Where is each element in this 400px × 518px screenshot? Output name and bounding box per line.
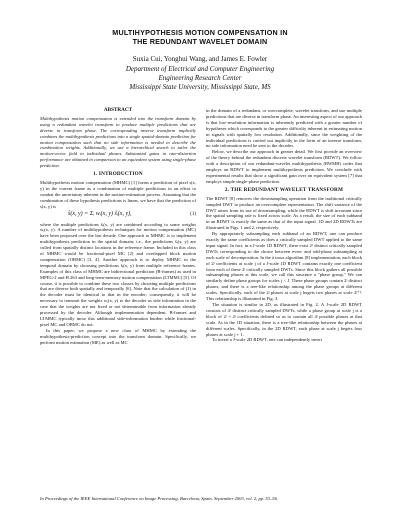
equation-body: ŝ(x, y) = Σᵢ wᵢ(x, y) s̃ᵢ(x, y),	[68, 210, 132, 217]
rdwt-paragraph-2: By appropriately subsampling each subband of an RDWT, one can produce exactly the same coefficients as does a critically sampled DWT applied to the same input signal. In fact, in a J-scale 1D RDWT, there exist 2ᴶ distinct critically sampled DWTs corresponding to the choice between even- and odd-phase subsampling at each scale of decomposition. In the à trous algorithm [8] implementation, each block of 2ʲ coefficients at scale j of a J-scale 1D RDWT contains exactly one coefficient from each of these 2ʲ critically sampled DWTs. Since this block gathers all possible subsampling phases at this scale, we call this structure a "phase group." We can similarly define phase groups for scales j < J. These phase groups contain 2ʲ distinct phases, and there is a tree-like relationship among the phase groups at different scales. Specifically, each of the 2ʲ phases at scale j begets two phases at scale 2ʲ⁺¹. This relationship is illustrated in Fig. 3.	[206, 231, 362, 302]
right-paragraph-2: Below, we describe our approach in greater detail. We first provide an overview of the theory behind the redundant discrete wavelet transform (RDWT). We follow with a description of our redundant-wavelet multihypothesis (RWMH) coder that employs an RDWT to implement multihypothesis prediction. We conclude with experimental results that show a significant gain over an equivalent system [7] that employs simple single-phase prediction.	[206, 149, 362, 184]
paper-title-line-1: MULTIHYPOTHESIS MOTION COMPENSATION IN	[112, 28, 288, 37]
equation-1	[40, 210, 196, 222]
abstract-text: Multihypothesis motion compensation is extended into the transform domain by using a redundant wavelet transform to produce multiple predictions that are diverse in transform phase. The corresponding inverse transform implicitly combines the multihypothesis predictions into a single spatial-domain prediction for motion compensation such that no side information is needed to describe the combination weights. Additionally, we use a hierarchical search to tailor the motion-vector field to individual phases. Substantial gains in rate-distortion performance are obtained in comparison to an equivalent system using single-phase prediction.	[40, 115, 196, 169]
intro-paragraph-1: Multihypothesis motion compensation (MHMC) [1] forms a prediction of pixel s(x, y) in the current frame as a combination of multiple predictions in an effort to combat the uncertainty inherent in the motion-estimation process. Assuming that the combination of these hypothesis predictions is linear, we have that the prediction of s(x, y) is	[40, 179, 196, 209]
intro-heading: 1. INTRODUCTION	[93, 171, 143, 178]
right-paragraph-1: in the domain of a redundant, or overcomplete, wavelet transform, and use multiple predictions that are diverse in transform phase. An interesting aspect of our approach is that low-resolution information is inherently predicted with a greater number of hypotheses which corresponds to the greater difficulty inherent in estimating motion in signals with spatially low resolution. Additionally, since the weighting of the individual predictions is carried out implicitly in the form of an inverse transform, no side information need be sent to the decoder.	[206, 108, 363, 149]
intro-paragraph-2: where the multiple predictions s̃ᵢ(x, y) are combined according to some weights wᵢ(x, y). A number of multihypothesis techniques for motion compensation (MC) have been proposed over the last decade. One approach to MHMC is to implement multihypothesis prediction in the spatial domain; i.e., the predictions s̃ᵢ(x, y) are culled from spatially distinct locations in the reference frame. Included in this class of MHMC would be fractional-pixel MC [2] and overlapped block motion compensation (OBMC) [3, 4]. Another approach is to deploy MHMC in the temporal domain by choosing predictions s̃ᵢ(x, y) from multiple reference frames. Examples of this class of MHMC are bidirectional prediction (B-frames) as used in MPEG-2 and H.263 and long-term-memory motion compensation (LTMMC) [5]. Of course, it is possible to combine these two classes by choosing multiple predictions that are diverse both spatially and temporally [6]. Note that the calculation of (1) in the decoder must be identical to that in the encoder; consequently, it will be necessary to transmit the weights wᵢ(x, y) to the decoder as side information in the case that the weights are not fixed or not determinable from information already processed by the decoder. Although implementation dependent, B-frames and LTMMC typically incur this additional side-information burden while fractional-pixel MC and OBMC do not.	[40, 221, 196, 327]
rdwt-heading: 2. THE REDUNDANT WAVELET TRANSFORM	[224, 186, 344, 193]
left-column	[40, 108, 196, 346]
paper-authors: Suxia Cui, Yonghui Wang, and James E. Fowler	[132, 55, 268, 63]
rdwt-paragraph-1: The RDWT [8] removes the downsampling operation from the traditional critically sampled DWT to produce an overcomplete representation. The shift variance of the DWT arises from its use of downsampling, while the RDWT is shift invariant since the spatial sampling rate is fixed across scale. As a result, the size of each subband in an RDWT is exactly the same as that of the input signal. 1D and 2D RDWTs are illustrated in Figs. 1 and 2, respectively.	[206, 195, 362, 231]
affiliation-department: Department of Electrical and Computer Engineering	[125, 65, 275, 73]
affiliation-university: Mississippi State University, Mississippi State, MS	[129, 83, 271, 91]
affiliation-center: Engineering Research Center	[158, 74, 242, 82]
abstract-heading: ABSTRACT	[103, 107, 133, 113]
right-column	[206, 108, 362, 343]
rdwt-paragraph-3: The situation is similar in 2D, as illustrated in Fig. 2. A J-scale 2D RDWT consists of 4ᴶ distinct critically sampled DWTs, while a phase group at scale j is a block of 2ʲ × 2ʲ coefficients defined so as to contain all 4ʲ possible phases at that scale. As in the 1D situation, there is a tree-like relationship between the phases at different scales. Specifically, in the 2D RDWT, each phase at scale j begets four phases at scale j + 1.	[206, 302, 362, 337]
rdwt-paragraph-4: To invert a J-scale 2D RDWT, one can independently invert	[212, 337, 323, 343]
intro-paragraph-3: In this paper, we propose a new class of MHMC by extending the multihypothesis-prediction concept into the transform domain. Specifically, we perform motion estimation (ME) as well as MC	[40, 327, 196, 345]
paper-title-line-2: THE REDUNDANT WAVELET DOMAIN	[132, 37, 268, 46]
citation-footer: In Proceedings of the IEEE International Conference on Image Processing, Barcelona, Spain, September 2003, vol. 2, pp. 53–56.	[40, 496, 279, 501]
equation-number: (1)	[190, 211, 196, 217]
